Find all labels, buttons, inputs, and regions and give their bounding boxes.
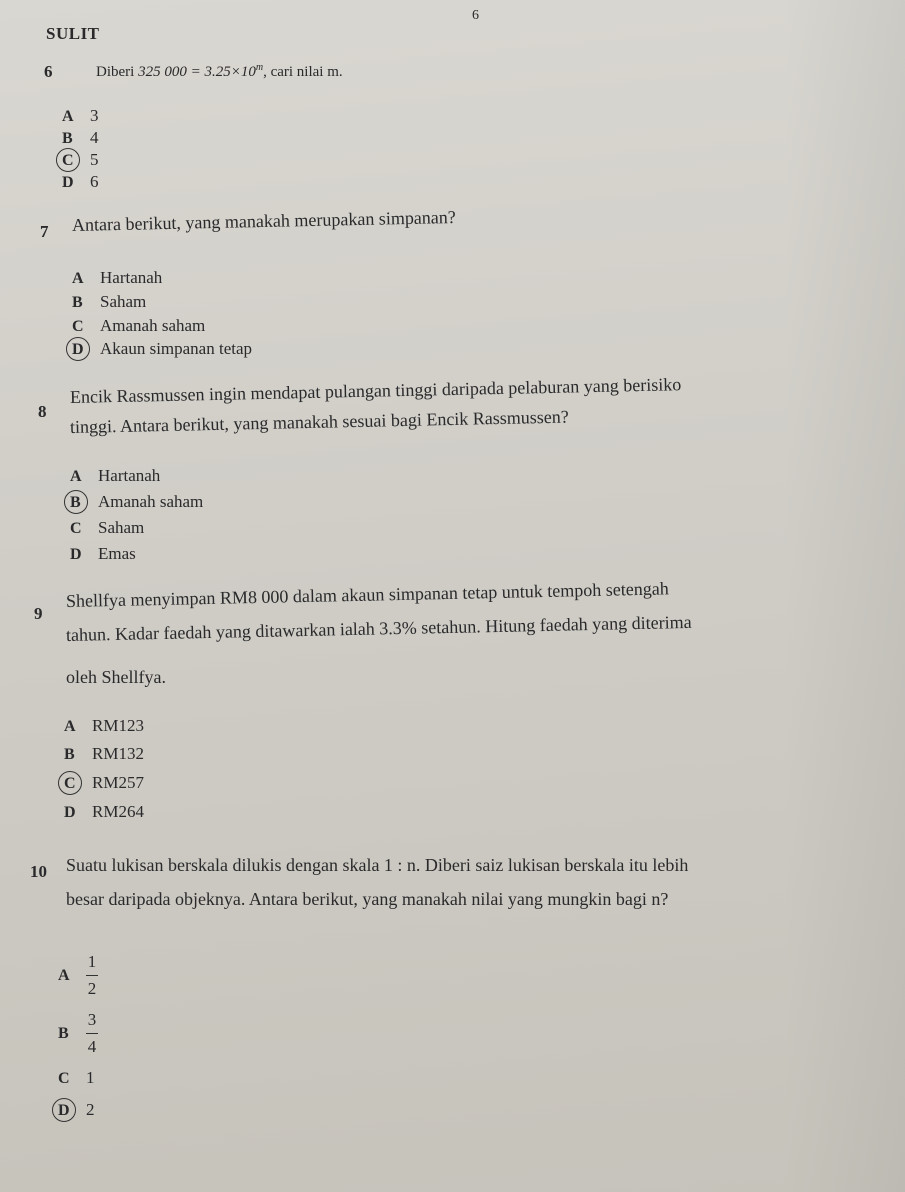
option-letter: B [72,294,83,311]
option-letter: A [64,718,76,735]
option-value: 1 [86,1068,95,1087]
question-8-option-a[interactable] [70,466,160,486]
fraction-three-quarters [86,1010,98,1057]
question-6-number: 6 [44,62,53,81]
option-letter: C [72,318,84,335]
fraction-numerator: 1 [87,952,97,971]
option-letter: D [70,546,82,563]
option-value: 4 [90,128,99,147]
option-value: RM132 [92,744,144,763]
question-10-option-b[interactable] [58,1010,98,1057]
question-10-option-c[interactable] [58,1068,95,1088]
option-letter-circled: C [62,152,90,170]
question-9-option-b[interactable] [64,744,144,764]
fraction-bar [86,1033,98,1034]
option-letter: A [62,108,74,125]
fraction-numerator: 3 [87,1010,97,1029]
question-8-line-2: tinggi. Antara berikut, yang manakah sesuai bagi Encik Rassmussen? [69,406,569,437]
option-letter: B [58,1024,69,1042]
option-letter: A [72,270,84,287]
question-10-line-2: besar daripada objeknya. Antara berikut, yang manakah nilai yang mungkin bagi n? [66,889,669,909]
question-6-option-b[interactable] [62,128,99,148]
option-letter-circled: C [64,775,92,793]
option-letter: B [64,746,75,763]
question-8-option-b[interactable] [70,492,203,512]
sulit-label: SULIT [46,24,100,43]
question-7-option-b[interactable] [72,292,146,312]
paper-shading [785,0,905,1192]
fraction-denominator: 4 [87,1037,97,1056]
fraction-bar [86,975,98,976]
option-letter: C [58,1070,70,1087]
option-value: 6 [90,172,99,191]
question-6-exponent: m [255,62,264,73]
option-value: RM257 [92,773,144,792]
option-value: Saham [98,518,145,537]
question-9-option-a[interactable] [64,716,144,736]
question-6-equation: 325 000 = 3.25×10 [138,64,256,80]
question-6-prefix: Diberi [96,64,139,80]
option-letter: D [64,804,76,821]
option-value: Saham [100,292,147,311]
question-7-option-d[interactable] [72,339,252,359]
option-value: Hartanah [98,466,161,485]
option-value: Akaun simpanan tetap [100,339,253,358]
question-8-number: 8 [38,402,47,421]
question-7-number: 7 [40,222,49,241]
option-letter: A [58,966,70,984]
question-9-line-1: Shellfya menyimpan RM8 000 dalam akaun simpanan tetap untuk tempoh setengah [65,578,669,611]
option-value: Amanah saham [100,316,206,335]
question-10-option-d[interactable] [58,1100,95,1120]
question-7-text: Antara berikut, yang manakah merupakan simpanan? [71,206,456,235]
option-value: RM123 [92,716,144,735]
option-value: 2 [86,1100,95,1119]
option-letter: B [62,130,73,147]
question-9-option-c[interactable] [64,773,144,793]
question-8-line-1: Encik Rassmussen ingin mendapat pulangan tinggi daripada pelaburan yang berisiko [69,374,682,407]
question-10-option-a[interactable] [58,952,98,999]
question-6-option-a[interactable] [62,106,99,126]
question-7-option-c[interactable] [72,316,205,336]
page-number: 6 [472,8,479,23]
option-value: RM264 [92,802,144,821]
question-9-line-2: tahun. Kadar faedah yang ditawarkan ialah 3.3% setahun. Hitung faedah yang diterima [65,611,692,645]
option-letter-circled: D [72,341,100,359]
option-value: Hartanah [100,268,163,287]
option-value: Emas [98,544,136,563]
question-6-suffix: , cari nilai m. [263,64,343,80]
question-6-text [96,62,343,81]
option-letter-circled: B [70,494,98,512]
option-letter: C [70,520,82,537]
question-9-number: 9 [34,604,43,623]
fraction-one-half [86,952,98,999]
question-6-option-d[interactable] [62,172,99,192]
question-7-option-a[interactable] [72,268,162,288]
question-8-option-d[interactable] [70,544,136,564]
option-letter-circled: D [58,1102,86,1120]
question-6-option-c[interactable] [62,150,99,170]
option-letter: A [70,468,82,485]
question-8-option-c[interactable] [70,518,144,538]
question-10-line-1: Suatu lukisan berskala dilukis dengan skala 1 : n. Diberi saiz lukisan berskala itu lebih [66,855,689,875]
option-value: 5 [90,150,99,169]
question-10-number: 10 [30,862,47,881]
option-letter: D [62,174,74,191]
fraction-denominator: 2 [87,979,97,998]
question-9-option-d[interactable] [64,802,144,822]
question-9-line-3: oleh Shellfya. [66,667,166,687]
option-value: Amanah saham [98,492,204,511]
option-value: 3 [90,106,99,125]
